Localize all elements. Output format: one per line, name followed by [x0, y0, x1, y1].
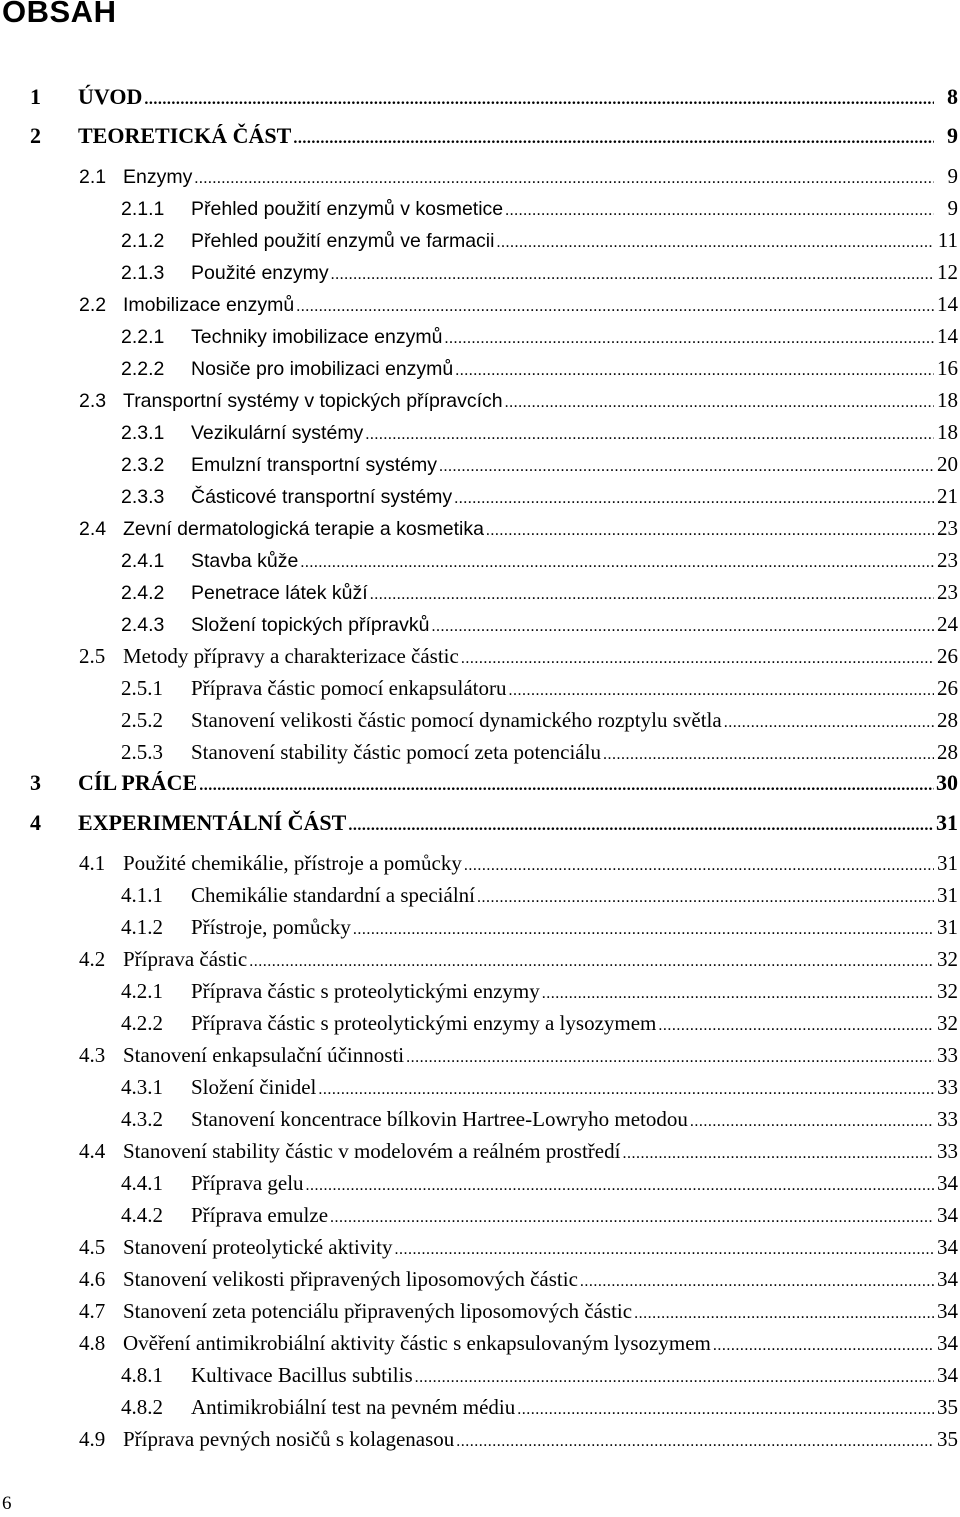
toc-entry-page: 33 — [937, 1075, 958, 1099]
toc-entry-title: Přístroje, pomůcky — [191, 915, 351, 939]
toc-entry-title: Složení topických přípravků — [191, 614, 430, 636]
dot-leader — [439, 451, 934, 483]
toc-entry-page: 14 — [937, 292, 958, 316]
toc-entry-title: Použité chemikálie, přístroje a pomůcky — [123, 851, 462, 875]
toc-entry-title: Částicové transportní systémy — [191, 486, 453, 508]
toc-entry-number: 4.1.2 — [121, 915, 163, 939]
toc-entry-page: 34 — [937, 1299, 958, 1323]
toc-entry-title: Ověření antimikrobiální aktivity částic s enkapsulovaným lysozymem — [123, 1331, 711, 1355]
toc-entry[interactable] — [121, 352, 958, 384]
toc-entry-number: 4.8 — [79, 1331, 106, 1355]
toc-entry-title: TEORETICKÁ ČÁST — [78, 123, 292, 148]
dot-leader — [406, 1042, 934, 1074]
toc-entry-page: 32 — [937, 1011, 958, 1035]
toc-entry-title: Antimikrobiální test na pevném médiu — [191, 1395, 516, 1419]
toc-entry-number: 2.4.2 — [121, 582, 165, 604]
toc-entry-number: 4.8.1 — [121, 1363, 163, 1387]
toc-entry[interactable] — [79, 1327, 958, 1359]
toc-entry-number: 4.4 — [79, 1139, 106, 1163]
toc-entry-page: 9 — [947, 196, 958, 220]
toc-entry[interactable] — [121, 1391, 958, 1423]
toc-entry-title: Stavba kůže — [191, 550, 299, 572]
toc-entry-title: ÚVOD — [78, 84, 143, 109]
toc-entry[interactable] — [30, 767, 958, 799]
toc-entry[interactable] — [30, 120, 958, 152]
dot-leader — [713, 1330, 934, 1362]
dot-leader — [394, 1234, 934, 1266]
toc-entry[interactable] — [79, 847, 958, 879]
toc-entry-number: 2.5.2 — [121, 708, 163, 732]
toc-entry-title: Emulzní transportní systémy — [191, 454, 437, 476]
toc-entry-title: Imobilizace enzymů — [123, 294, 295, 316]
toc-entry[interactable] — [121, 1103, 958, 1135]
toc-entry-number: 2.5 — [79, 644, 106, 668]
toc-entry-page: 33 — [937, 1043, 958, 1067]
dot-leader — [486, 515, 934, 547]
dot-leader — [365, 419, 934, 451]
toc-entry-page: 33 — [937, 1107, 958, 1131]
toc-entry[interactable] — [79, 384, 958, 416]
toc-entry-number: 2.1.3 — [121, 262, 165, 284]
dot-leader — [658, 1010, 934, 1042]
dot-leader — [370, 579, 934, 611]
dot-leader — [144, 84, 934, 116]
toc-entry-page: 9 — [947, 123, 958, 148]
toc-entry-page: 23 — [937, 548, 958, 572]
toc-entry-page: 26 — [937, 644, 958, 668]
toc-entry-title: Příprava částic pomocí enkapsulátoru — [191, 676, 507, 700]
toc-entry-number: 2.5.3 — [121, 740, 163, 764]
toc-entry-number: 2.3 — [79, 390, 107, 412]
page-number: 6 — [2, 1493, 12, 1514]
toc-entry-number: 2.3.2 — [121, 454, 165, 476]
page-title: OBSAH — [2, 0, 117, 29]
toc-entry-title: Stanovení koncentrace bílkovin Hartree-Lowryho metodou — [191, 1107, 688, 1131]
toc-entry[interactable] — [79, 1295, 958, 1327]
toc-entry-page: 18 — [937, 388, 958, 412]
dot-leader — [455, 355, 934, 387]
toc-entry-number: 3 — [30, 770, 41, 795]
toc-entry[interactable] — [79, 640, 958, 672]
toc-entry-page: 34 — [937, 1235, 958, 1259]
dot-leader — [249, 946, 934, 978]
toc-entry-title: Penetrace látek kůží — [191, 582, 368, 604]
toc-entry[interactable] — [121, 1199, 958, 1231]
toc-entry-page: 31 — [936, 810, 958, 835]
toc-entry-title: Přehled použití enzymů v kosmetice — [191, 198, 504, 220]
toc-entry-number: 2.1 — [79, 166, 107, 188]
toc-entry-title: Techniky imobilizace enzymů — [191, 326, 443, 348]
toc-entry-page: 8 — [947, 84, 958, 109]
toc-entry[interactable] — [121, 448, 958, 480]
toc-entry-number: 4.4.1 — [121, 1171, 163, 1195]
toc-entry-title: Chemikálie standardní a speciální — [191, 883, 475, 907]
dot-leader — [306, 1170, 934, 1202]
toc-entry-number: 4.2 — [79, 947, 106, 971]
toc-entry-page: 16 — [937, 356, 958, 380]
toc-entry-page: 34 — [937, 1203, 958, 1227]
toc-entry-title: Použité enzymy — [191, 262, 329, 284]
toc-entry-number: 1 — [30, 84, 41, 109]
dot-leader — [542, 978, 934, 1010]
dot-leader — [580, 1266, 934, 1298]
toc-entry-title: Transportní systémy v topických přípravcích — [123, 390, 503, 412]
dot-leader — [331, 259, 934, 291]
dot-leader — [318, 1074, 934, 1106]
dot-leader — [415, 1362, 934, 1394]
dot-leader — [724, 707, 934, 739]
dot-leader — [330, 1202, 934, 1234]
toc-entry[interactable] — [121, 576, 958, 608]
toc-entry[interactable] — [121, 672, 958, 704]
toc-entry-title: Příprava částic s proteolytickými enzymy a lysozymem — [191, 1011, 657, 1035]
toc-entry-page: 14 — [937, 324, 958, 348]
toc-entry-number: 4.9 — [79, 1427, 106, 1451]
toc-entry-page: 32 — [937, 947, 958, 971]
dot-leader — [444, 323, 934, 355]
toc-entry-title: Kultivace Bacillus subtilis — [191, 1363, 413, 1387]
toc-entry-title: Příprava gelu — [191, 1171, 304, 1195]
toc-entry[interactable] — [121, 416, 958, 448]
toc-entry-number: 4.1 — [79, 851, 106, 875]
dot-leader — [517, 1394, 934, 1426]
toc-entry-page: 24 — [937, 612, 958, 636]
toc-entry[interactable] — [121, 911, 958, 943]
toc-entry[interactable] — [121, 224, 958, 256]
toc-entry-number: 2.2.1 — [121, 326, 165, 348]
toc-entry[interactable] — [121, 480, 958, 512]
toc-entry-title: Příprava pevných nosičů s kolagenasou — [123, 1427, 455, 1451]
toc-entry-page: 9 — [947, 164, 958, 188]
toc-entry-number: 2.1.1 — [121, 198, 165, 220]
toc-entry-page: 34 — [937, 1171, 958, 1195]
toc-entry-number: 2.4.3 — [121, 614, 165, 636]
toc-entry-page: 31 — [937, 851, 958, 875]
toc-entry-page: 30 — [936, 770, 958, 795]
toc-entry-page: 34 — [937, 1267, 958, 1291]
dot-leader — [508, 675, 934, 707]
toc-entry-page: 23 — [937, 516, 958, 540]
toc-entry-page: 26 — [937, 676, 958, 700]
toc-entry-page: 31 — [937, 915, 958, 939]
toc-entry[interactable] — [121, 608, 958, 640]
toc-entry-number: 4.2.2 — [121, 1011, 163, 1035]
toc-entry-number: 2.4 — [79, 518, 107, 540]
toc-entry-number: 2.3.1 — [121, 422, 165, 444]
toc-entry-page: 32 — [937, 979, 958, 1003]
toc-entry[interactable] — [121, 1359, 958, 1391]
toc-entry-title: Stanovení proteolytické aktivity — [123, 1235, 393, 1259]
toc-entry-number: 2.1.2 — [121, 230, 165, 252]
dot-leader — [293, 123, 934, 155]
toc-entry-page: 23 — [937, 580, 958, 604]
toc-entry[interactable] — [121, 192, 958, 224]
dot-leader — [348, 810, 934, 842]
toc-entry-title: Enzymy — [123, 166, 193, 188]
toc-entry-number: 2.4.1 — [121, 550, 165, 572]
toc-entry-number: 4.3.2 — [121, 1107, 163, 1131]
toc-entry[interactable] — [121, 544, 958, 576]
dot-leader — [296, 291, 934, 323]
dot-leader — [353, 914, 934, 946]
toc-entry-title: Zevní dermatologická terapie a kosmetika — [123, 518, 484, 540]
toc-entry-page: 34 — [937, 1331, 958, 1355]
toc-entry[interactable] — [30, 807, 958, 839]
toc-entry[interactable] — [121, 879, 958, 911]
toc-entry-page: 20 — [937, 452, 958, 476]
toc-entry[interactable] — [79, 1231, 958, 1263]
toc-entry[interactable] — [79, 1423, 958, 1455]
toc-entry-number: 4.6 — [79, 1267, 106, 1291]
toc-entry-page: 28 — [937, 708, 958, 732]
toc-entry-title: Stanovení stability částic v modelovém a reálném prostředí — [123, 1139, 621, 1163]
toc-entry-page: 35 — [937, 1427, 958, 1451]
toc-entry-number: 2.2.2 — [121, 358, 165, 380]
toc-entry[interactable] — [121, 256, 958, 288]
dot-leader — [505, 387, 934, 419]
toc-entry-title: Stanovení zeta potenciálu připravených liposomových částic — [123, 1299, 633, 1323]
toc-entry-page: 11 — [937, 228, 958, 252]
toc-entry[interactable] — [121, 1167, 958, 1199]
toc-entry[interactable] — [121, 320, 958, 352]
toc-entry-number: 4.7 — [79, 1299, 106, 1323]
toc-entry[interactable] — [79, 943, 958, 975]
toc-entry-number: 4 — [30, 810, 41, 835]
toc-entry-number: 4.4.2 — [121, 1203, 163, 1227]
toc-entry-title: EXPERIMENTÁLNÍ ČÁST — [78, 810, 347, 835]
toc-entry[interactable] — [121, 1007, 958, 1039]
toc-entry-page: 33 — [937, 1139, 958, 1163]
toc-entry-title: Stanovení velikosti připravených liposomových částic — [123, 1267, 578, 1291]
toc-entry-page: 34 — [937, 1363, 958, 1387]
dot-leader — [496, 227, 934, 259]
toc-entry[interactable] — [121, 1071, 958, 1103]
dot-leader — [454, 483, 934, 515]
toc-entry-title: Metody přípravy a charakterizace částic — [123, 644, 459, 668]
toc-entry-number: 4.5 — [79, 1235, 106, 1259]
dot-leader — [199, 770, 934, 802]
toc-entry-number: 2.5.1 — [121, 676, 163, 700]
toc-entry-number: 4.1.1 — [121, 883, 163, 907]
toc-entry[interactable] — [79, 288, 958, 320]
toc-entry-number: 2.2 — [79, 294, 107, 316]
toc-entry-title: Vezikulární systémy — [191, 422, 364, 444]
toc-entry-page: 12 — [937, 260, 958, 284]
toc-entry-title: Příprava emulze — [191, 1203, 329, 1227]
toc-entry-number: 2 — [30, 123, 41, 148]
toc-entry-page: 18 — [937, 420, 958, 444]
toc-entry[interactable] — [79, 1039, 958, 1071]
toc-entry-title: Stanovení velikosti částic pomocí dynamického rozptylu světla — [191, 708, 722, 732]
dot-leader — [300, 547, 934, 579]
toc-entry-number: 2.3.3 — [121, 486, 165, 508]
dot-leader — [464, 850, 934, 882]
toc-entry-page: 28 — [937, 740, 958, 764]
toc-entry-number: 4.8.2 — [121, 1395, 163, 1419]
dot-leader — [194, 163, 934, 195]
toc-entry-title: Nosiče pro imobilizaci enzymů — [191, 358, 454, 380]
toc-entry-title: Stanovení enkapsulační účinnosti — [123, 1043, 405, 1067]
dot-leader — [477, 882, 934, 914]
dot-leader — [505, 195, 934, 227]
toc-entry[interactable] — [79, 160, 958, 192]
toc-entry[interactable] — [30, 81, 958, 113]
dot-leader — [431, 611, 934, 643]
toc-entry[interactable] — [79, 512, 958, 544]
toc-entry[interactable] — [79, 1135, 958, 1167]
toc-entry[interactable] — [121, 736, 958, 768]
dot-leader — [690, 1106, 934, 1138]
toc-entry-title: Příprava částic — [123, 947, 248, 971]
toc-entry-page: 31 — [937, 883, 958, 907]
dot-leader — [634, 1298, 934, 1330]
toc-entry-title: Složení činidel — [191, 1075, 317, 1099]
toc-entry-title: Přehled použití enzymů ve farmacii — [191, 230, 495, 252]
toc-entry-number: 4.3.1 — [121, 1075, 163, 1099]
dot-leader — [622, 1138, 934, 1170]
toc-entry-title: Stanovení stability částic pomocí zeta potenciálu — [191, 740, 601, 764]
toc-entry[interactable] — [79, 1263, 958, 1295]
dot-leader — [456, 1426, 934, 1458]
toc-entry-page: 21 — [937, 484, 958, 508]
toc-entry-number: 4.2.1 — [121, 979, 163, 1003]
dot-leader — [461, 643, 934, 675]
toc-entry-title: CÍL PRÁCE — [78, 770, 198, 795]
toc-entry[interactable] — [121, 704, 958, 736]
toc-entry-page: 35 — [937, 1395, 958, 1419]
toc-entry[interactable] — [121, 975, 958, 1007]
toc-entry-title: Příprava částic s proteolytickými enzymy — [191, 979, 540, 1003]
toc-entry-number: 4.3 — [79, 1043, 106, 1067]
